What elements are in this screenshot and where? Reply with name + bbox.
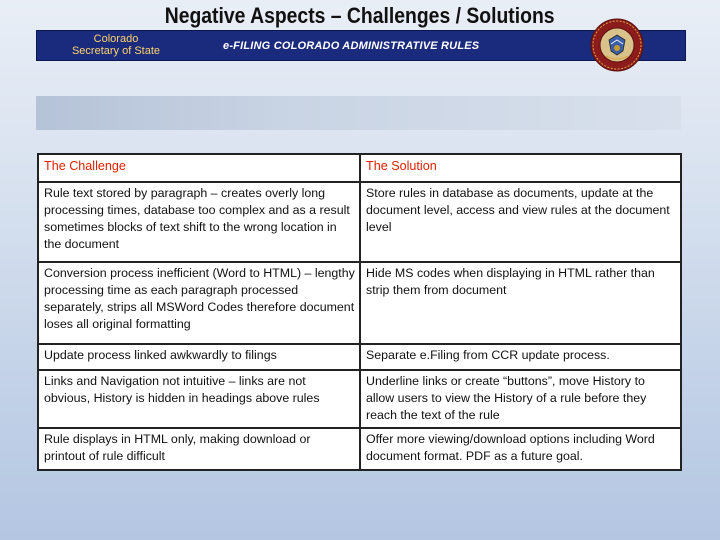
table-row [38,262,681,344]
org-name [47,33,185,57]
org-name-line1: Colorado [93,33,139,45]
solution-cell: Offer more viewing/download options including Word document format. PDF as a future goal. [360,428,681,470]
solution-column-header: The Solution [360,154,681,182]
challenge-column-header: The Challenge [38,154,360,182]
challenge-cell: Rule text stored by paragraph – creates overly long processing times, database too complex and as a result sometimes blocks of text shift to the wrong location in the document [38,182,360,262]
table-row [38,428,681,470]
page-title: Negative Aspects – Challenges / Solutions [164,3,555,28]
table-row [38,344,681,370]
table-row [38,182,681,262]
banner-title: e-FILING COLORADO ADMINISTRATIVE RULES [223,40,480,52]
solution-cell: Hide MS codes when displaying in HTML rather than strip them from document [360,262,681,344]
challenge-cell: Conversion process inefficient (Word to HTML) – lengthy processing time as each paragraph processed separately, strips all MSWord Codes therefore document loses all original formatting [38,262,360,344]
table-header-row [38,154,681,182]
solution-cell: Separate e.Filing from CCR update process. [360,344,681,370]
solution-cell: Store rules in database as documents, update at the document level, access and view rules at the document level [360,182,681,262]
org-name-line2: Secretary of State [71,45,161,57]
challenge-cell: Rule displays in HTML only, making download or printout of rule difficult [38,428,360,470]
title-band [36,96,681,130]
challenges-table [37,153,682,471]
table-row [38,370,681,428]
challenge-cell: Update process linked awkwardly to filings [38,344,360,370]
header-banner [36,30,686,61]
solution-cell: Underline links or create “buttons”, move History to allow users to view the History of a rule before they reach the text of the rule [360,370,681,428]
challenge-cell: Links and Navigation not intuitive – links are not obvious, History is hidden in headings above rules [38,370,360,428]
